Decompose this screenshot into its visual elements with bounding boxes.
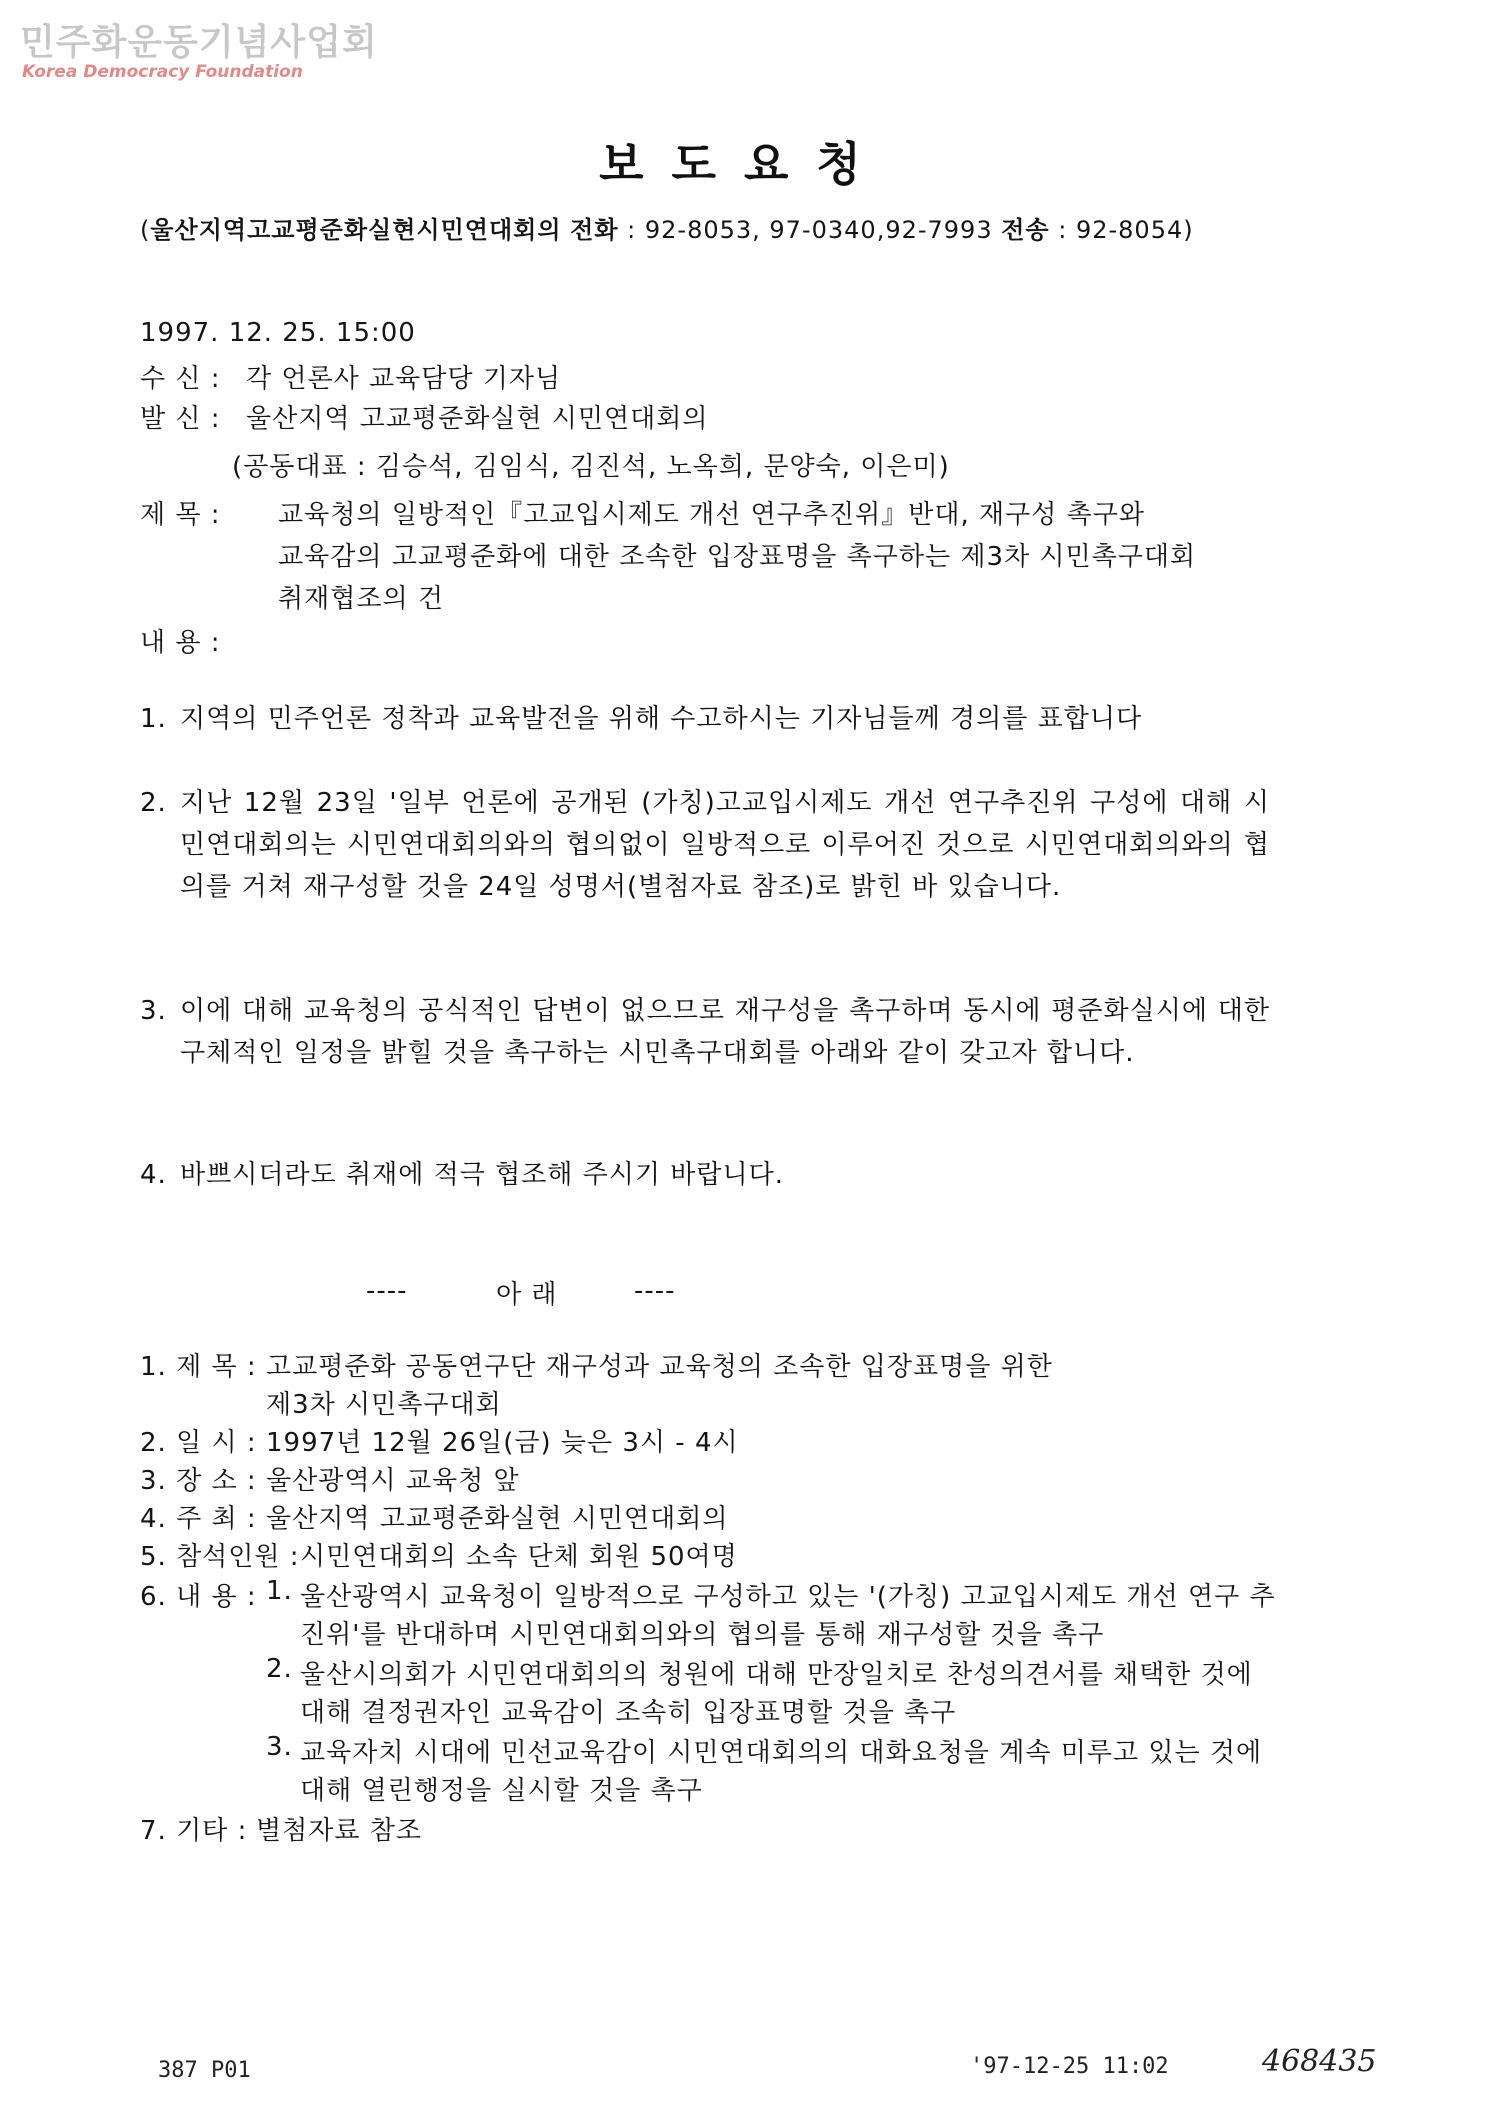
item-value: 울산광역시 교육청 앞 <box>266 1466 520 1496</box>
content-label: 내 용 : <box>140 628 221 658</box>
sub-item-line: 대해 열린행정을 실시할 것을 촉구 <box>300 1776 703 1806</box>
item-value: 별첨자료 참조 <box>256 1816 422 1846</box>
paragraph-number: 2. <box>140 788 167 818</box>
item-value: 1997년 12월 26일(금) 늦은 3시 - 4시 <box>266 1428 739 1458</box>
heading-dash: ---- <box>634 1276 676 1306</box>
sub-item-line: 울산시의회가 시민연대회의의 청원에 대해 만장일치로 찬성의견서를 채택한 것에 <box>300 1660 1253 1690</box>
paragraph-3 <box>140 990 1270 1074</box>
paragraph-number: 1. <box>140 704 167 734</box>
sub-item-line: 교육자치 시대에 민선교육감이 시민연대회의의 대화요청을 계속 미루고 있는 것에 <box>300 1738 1263 1768</box>
paragraph-text: 이에 대해 교육청의 공식적인 답변이 없으므로 재구성을 촉구하며 동시에 평준화실시에 대한 구체적인 일정을 밝힐 것을 촉구하는 시민촉구대회를 아래와 같이 갖고자 합니다. <box>180 996 1270 1068</box>
fax-label: 전송 <box>1001 216 1050 244</box>
archive-number: 468435 <box>1262 2044 1377 2079</box>
item-label: 7. 기타 : <box>140 1816 248 1846</box>
phone-label: 전화 <box>570 216 619 244</box>
contact-line: (울산지역고교평준화실현시민연대회의 전화 : 92-8053, 97-0340,92-7993 전송 : 92-8054) <box>140 216 1194 244</box>
item-value: 제3차 시민촉구대회 <box>266 1390 502 1420</box>
item-label: 5. 참석인원 : <box>140 1542 300 1572</box>
sub-item-number: 2. <box>266 1654 293 1684</box>
paragraph-text: 바쁘시더라도 취재에 적극 협조해 주시기 바랍니다. <box>180 1160 785 1190</box>
foundation-logo-english: Korea Democracy Foundation <box>22 62 303 82</box>
item-value: 시민연대회의 소속 단체 회원 50여명 <box>300 1542 738 1572</box>
paragraph-1 <box>140 698 1270 740</box>
heading-dash: ---- <box>366 1276 408 1306</box>
below-heading: 아 래 <box>496 1280 558 1310</box>
sender-label: 발 신 : <box>140 404 221 434</box>
item-label: 2. 일 시 : <box>140 1428 257 1458</box>
recipient: 각 언론사 교육담당 기자님 <box>246 364 562 394</box>
paragraph-2 <box>140 782 1270 908</box>
phone-numbers: 92-8053, 97-0340,92-7993 <box>644 216 993 244</box>
recipient-label: 수 신 : <box>140 364 221 394</box>
subject-label: 제 목 : <box>140 500 221 530</box>
foundation-logo-korean: 민주화운동기념사업회 <box>20 22 378 63</box>
item-label: 1. 제 목 : <box>140 1352 257 1382</box>
representatives: (공동대표 : 김승석, 김임식, 김진석, 노옥희, 문양숙, 이은미) <box>232 452 950 482</box>
subject-line: 취재협조의 건 <box>278 584 444 614</box>
paragraph-text: 지난 12월 23일 '일부 언론에 공개된 (가칭)고교입시제도 개선 연구추진위 구성에 대해 시민연대회의는 시민연대회의와의 협의없이 일방적으로 이루어진 것으로 시민연대회의와의 협의를 거쳐 재구성할 것을 24일 성명서(별첨자료 참조)로 밝힌 바 있습니다. <box>180 788 1270 902</box>
document-date: 1997. 12. 25. 15:00 <box>140 318 416 348</box>
paragraph-text: 지역의 민주언론 정착과 교육발전을 위해 수고하시는 기자님들께 경의를 표합니다 <box>180 704 1143 734</box>
item-value: 울산지역 고교평준화실현 시민연대회의 <box>266 1504 729 1534</box>
sub-item-number: 1. <box>266 1576 293 1606</box>
paragraph-number: 3. <box>140 996 167 1026</box>
item-label: 6. 내 용 : <box>140 1582 257 1612</box>
sub-item-line: 대해 결정권자인 교육감이 조속히 입장표명할 것을 촉구 <box>300 1698 957 1728</box>
sub-item-line: 울산광역시 교육청이 일방적으로 구성하고 있는 '(가칭) 고교입시제도 개선 연구 추 <box>300 1582 1276 1612</box>
fax-timestamp: '97-12-25 11:02 <box>970 2054 1169 2079</box>
document-title: 보도요청 <box>599 137 889 191</box>
fax-page-number: 387 P01 <box>158 2058 251 2083</box>
subject-line: 교육감의 고교평준화에 대한 조속한 입장표명을 촉구하는 제3차 시민촉구대회 <box>278 542 1197 572</box>
item-label: 3. 장 소 : <box>140 1466 257 1496</box>
paragraph-4 <box>140 1154 1270 1196</box>
item-label: 4. 주 최 : <box>140 1504 257 1534</box>
fax-number: 92-8054 <box>1075 216 1184 244</box>
sub-item-line: 진위'를 반대하며 시민연대회의와의 협의를 통해 재구성할 것을 촉구 <box>300 1620 1105 1650</box>
subject-line: 교육청의 일방적인『고교입시제도 개선 연구추진위』반대, 재구성 촉구와 <box>278 500 1145 530</box>
org-name: 울산지역고교평준화실현시민연대회의 <box>150 216 562 244</box>
item-value: 고교평준화 공동연구단 재구성과 교육청의 조속한 입장표명을 위한 <box>266 1352 1053 1382</box>
paragraph-number: 4. <box>140 1160 167 1190</box>
sender: 울산지역 고교평준화실현 시민연대회의 <box>246 404 709 434</box>
sub-item-number: 3. <box>266 1732 293 1762</box>
